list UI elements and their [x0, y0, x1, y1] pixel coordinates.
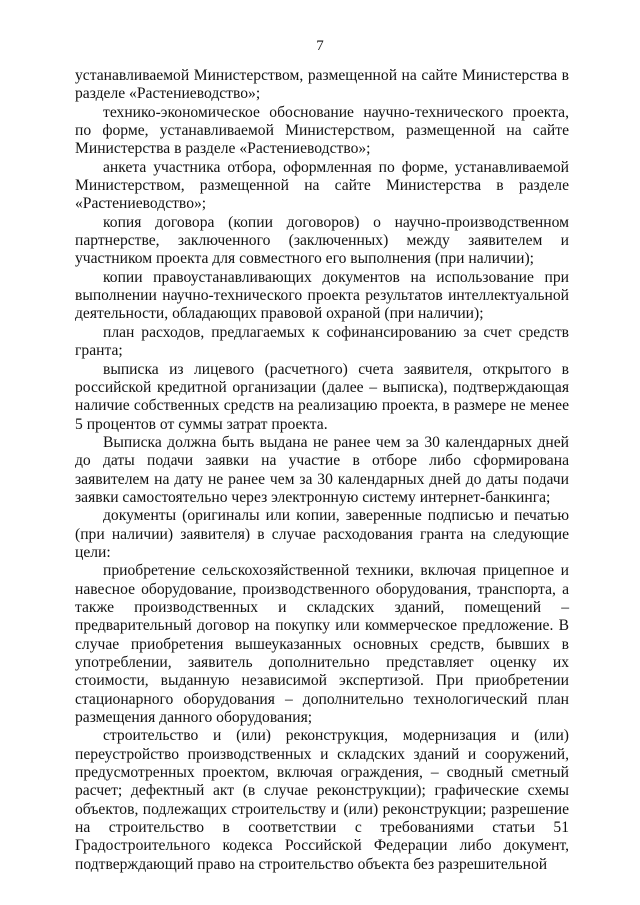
paragraph-title-documents: копии правоустанавливающих документов на использование при выполнении научно-технического проекта результатов интеллектуальной деятельности, обладающих правовой охраной (при наличии); — [75, 268, 569, 323]
paragraph-partnership-contract: копия договора (копии договоров) о научно-производственном партнерстве, заключенного (заключенных) между заявителем и участником проекта для совместного его выполнения (при наличии); — [75, 213, 569, 268]
paragraph-feasibility-study: технико-экономическое обоснование научно-технического проекта, по форме, устанавливаемой Министерством, размещенной на сайте Министерства в разделе «Растениеводство»; — [75, 103, 569, 158]
document-body — [75, 67, 569, 874]
paragraph-continuation: устанавливаемой Министерством, размещенной на сайте Министерства в разделе «Растениеводство»; — [75, 67, 569, 103]
page-number: 7 — [316, 38, 324, 54]
paragraph-construction: строительство и (или) реконструкция, модернизация и (или) переустройство производственных и складских зданий и сооружений, предусмотренных проектом, включая ограждения, – сводный сметный расчет; дефектный акт (в случае реконструкции); графические схемы объектов, подлежащих строительству и (или) реконструкции; разрешение на строительство в соответствии с требованиями статьи 51 Градостроительного кодекса Российской Федерации либо документ, подтверждающий право на строительство объекта без разрешительной — [75, 727, 569, 873]
paragraph-statement-date: Выписка должна быть выдана не ранее чем за 30 календарных дней до даты подачи заявки на участие в отборе либо сформирована заявителем на дату не ранее чем за 30 календарных дней до даты подачи заявки самостоятельно через электронную систему интернет-банкинга; — [75, 433, 569, 506]
paragraph-grant-documents: документы (оригиналы или копии, заверенные подписью и печатью (при наличии) заявителя) в случае расходования гранта на следующие цели: — [75, 507, 569, 561]
paragraph-equipment-purchase: приобретение сельскохозяйственной техники, включая прицепное и навесное оборудование, производственного оборудования, транспорта, а также производственных и складских зданий, помещений – предварительный договор на покупку или коммерческое предложение. В случае приобретения вышеуказанных основных средств, бывших в употреблении, заявитель дополнительно представляет оценку их стоимости, выданную независимой экспертизой. При приобретении стационарного оборудования – дополнительно технологический план размещения данного оборудования; — [75, 562, 569, 727]
paragraph-expense-plan: план расходов, предлагаемых к софинансированию за счет средств гранта; — [75, 323, 569, 360]
paragraph-account-statement: выписка из лицевого (расчетного) счета заявителя, открытого в российской кредитной организации (далее – выписка), подтверждающая наличие собственных средств на реализацию проекта, в размере не менее 5 процентов от суммы затрат проекта. — [75, 360, 569, 433]
paragraph-participant-form: анкета участника отбора, оформленная по форме, устанавливаемой Министерством, размещенной на сайте Министерства в разделе «Растениеводство»; — [75, 158, 569, 213]
